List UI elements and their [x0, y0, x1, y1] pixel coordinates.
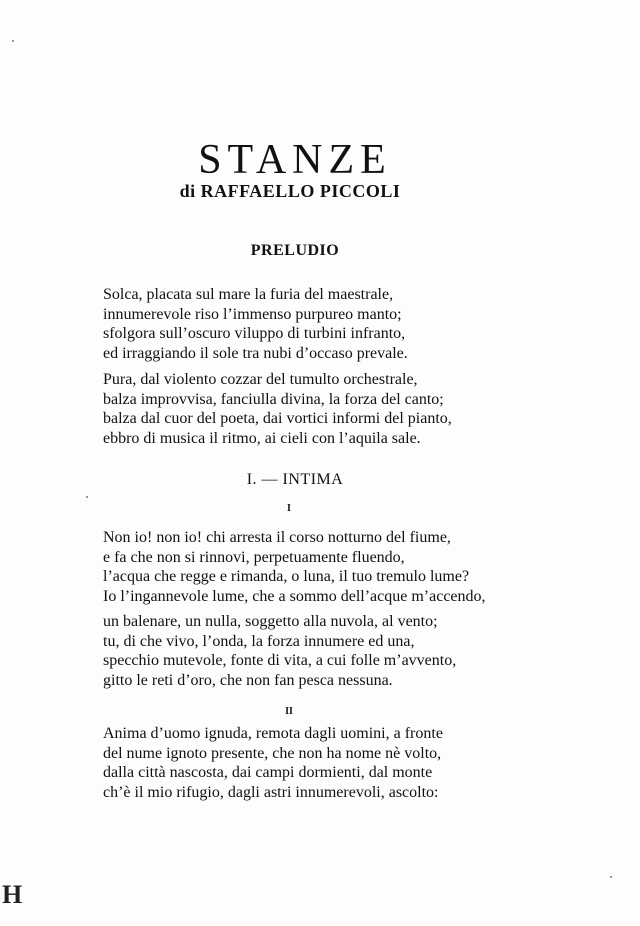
intima-part1-stanza-2: [103, 612, 503, 690]
verse-line: Pura, dal violento cozzar del tumulto orchestrale,: [103, 371, 418, 388]
verse-line: del nume ignoto presente, che non ha nome nè volto,: [103, 744, 442, 762]
verse-line: Io l’ingannevole lume, che a sommo dell’acque m’accendo,: [103, 587, 486, 605]
scan-speck: [12, 40, 14, 42]
prelude-stanza-1: [103, 285, 503, 363]
verse-line: innumerevole riso l’immenso purpureo manto;: [103, 305, 402, 323]
verse-line: tu, di che vivo, l’onda, la forza innumere ed una,: [103, 632, 415, 650]
part-numeral-2: II: [285, 706, 293, 717]
verse-line: un balenare, un nulla, soggetto alla nuvola, al vento;: [103, 613, 438, 630]
verse-line: ed irraggiando il sole tra nubi d’occaso prevale.: [103, 344, 408, 362]
verse-line: sfolgora sull’oscuro viluppo di turbini infranto,: [103, 325, 406, 342]
author-byline: di RAFFAELLO PICCOLI: [179, 181, 401, 201]
intima-part2-stanza-1: [103, 724, 503, 802]
scan-speck: [610, 876, 612, 878]
part-numeral-1: I: [287, 503, 291, 514]
verse-line: Non io! non io! chi arresta il corso notturno del fiume,: [103, 529, 451, 546]
verse-line: Solca, placata sul mare la furia del maestrale,: [103, 286, 394, 303]
margin-mark: H: [2, 880, 23, 909]
verse-line: l’acqua che regge e rimanda, o luna, il tuo tremulo lume?: [103, 568, 470, 585]
verse-line: dalla città nascosta, dai campi dormienti, dal monte: [103, 764, 433, 781]
verse-line: ebbro di musica il ritmo, ai cieli con l’aquila sale.: [103, 429, 421, 447]
intima-part1-stanza-1: [103, 528, 503, 606]
verse-line: e fa che non si rinnovi, perpetuamente fluendo,: [103, 548, 405, 566]
verse-line: balza improvvisa, fanciulla divina, la forza del canto;: [103, 390, 444, 408]
section-heading-preludio: PRELUDIO: [250, 242, 340, 259]
verse-line: gitto le reti d’oro, che non fan pesca nessuna.: [103, 671, 393, 689]
page-title: STANZE: [198, 137, 392, 183]
verse-line: specchio mutevole, fonte di vita, a cui folle m’avvento,: [103, 652, 457, 669]
section-heading-intima: I. — INTIMA: [246, 471, 344, 488]
verse-line: ch’è il mio rifugio, dagli astri innumerevoli, ascolto:: [103, 783, 439, 801]
verse-line: Anima d’uomo ignuda, remota dagli uomini, a fronte: [103, 725, 443, 742]
prelude-stanza-2: [103, 370, 503, 448]
scan-speck: [86, 496, 88, 498]
verse-line: balza dal cuor del poeta, dai vortici informi del pianto,: [103, 410, 452, 427]
